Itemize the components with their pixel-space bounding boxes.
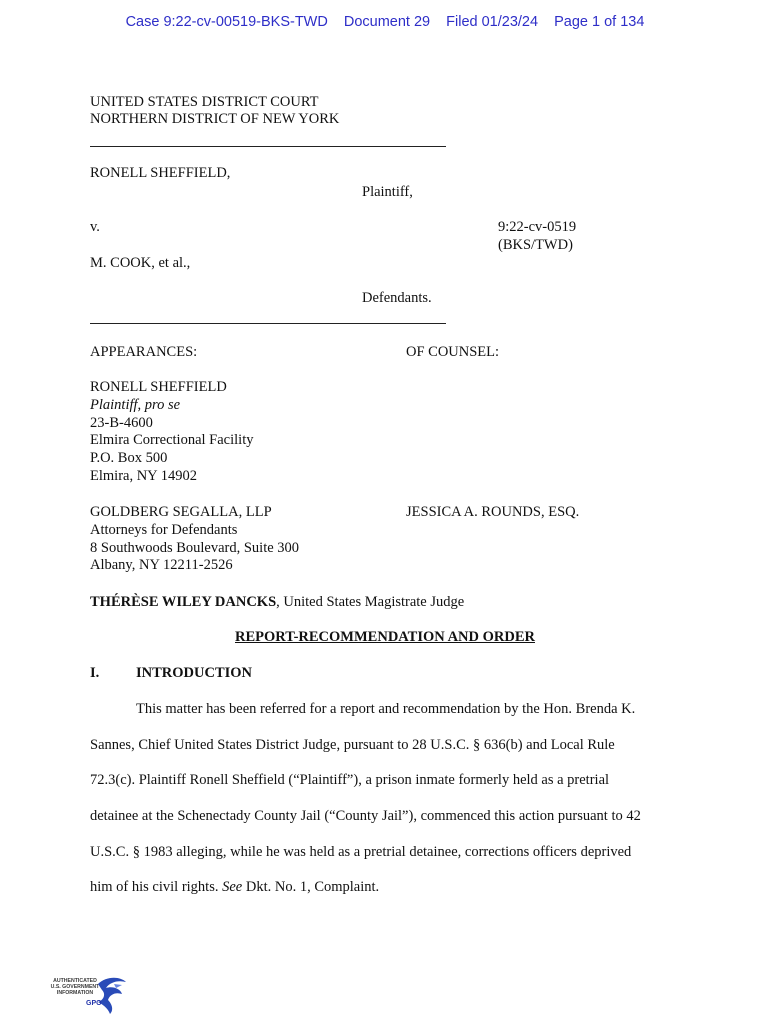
section-number: I. <box>90 665 100 681</box>
defense-counsel: JESSICA A. ROUNDS, ESQ. <box>406 504 580 520</box>
of-counsel-label: OF COUNSEL: <box>406 344 500 360</box>
case-judges: (BKS/TWD) <box>498 237 573 253</box>
caption-divider-bottom <box>90 323 446 324</box>
plaintiff-block-role: Plaintiff, pro se <box>90 397 181 413</box>
plaintiff-block-name: RONELL SHEFFIELD <box>90 379 227 395</box>
plaintiff-block-city: Elmira, NY 14902 <box>90 468 197 484</box>
body-line-6-text: him of his civil rights. <box>90 879 223 895</box>
body-line-1: This matter has been referred for a report and recommendation by the Hon. Brenda K. <box>136 701 636 717</box>
document-number-header: Document 29 <box>343 14 431 30</box>
ecf-header-stamp <box>0 14 770 30</box>
judge-title: , United States Magistrate Judge <box>276 594 465 610</box>
plaintiff-name: RONELL SHEFFIELD, <box>90 165 231 181</box>
plaintiff-role: Plaintiff, <box>362 184 413 200</box>
body-line-6 <box>90 879 379 897</box>
defense-city: Albany, NY 12211-2526 <box>90 557 233 573</box>
gpo-logo-line-2: U.S. GOVERNMENT <box>50 984 100 990</box>
gpo-logo-line-3: INFORMATION <box>56 990 94 996</box>
judge-line <box>90 594 464 612</box>
caption-divider-top <box>90 146 446 147</box>
plaintiff-block-facility: Elmira Correctional Facility <box>90 432 254 448</box>
court-line-2: NORTHERN DISTRICT OF NEW YORK <box>90 111 340 127</box>
defendant-role: Defendants. <box>362 290 432 306</box>
appearances-label: APPEARANCES: <box>90 344 198 360</box>
page-count-header: Page 1 of 134 <box>554 14 645 30</box>
body-line-6-cite: Dkt. No. 1, Complaint. <box>242 879 380 895</box>
gpo-mark: GPO <box>86 1000 102 1007</box>
filed-date-header: Filed 01/23/24 <box>446 14 539 30</box>
document-title: REPORT-RECOMMENDATION AND ORDER <box>235 629 535 645</box>
defense-firm: GOLDBERG SEGALLA, LLP <box>90 504 272 520</box>
case-number-header: Case 9:22-cv-00519-BKS-TWD <box>125 14 328 30</box>
see-signal: See <box>222 879 243 895</box>
versus: v. <box>90 219 100 235</box>
plaintiff-block-pobox: P.O. Box 500 <box>90 450 168 466</box>
defense-role: Attorneys for Defendants <box>90 522 238 538</box>
gpo-logo-line-1: AUTHENTICATED <box>53 978 97 984</box>
body-line-5: U.S.C. § 1983 alleging, while he was held as a pretrial detainee, corrections officers deprived <box>90 844 632 860</box>
body-line-3: 72.3(c). Plaintiff Ronell Sheffield (“Plaintiff”), a prison inmate formerly held as a pretrial <box>90 772 610 788</box>
gpo-authenticated-logo <box>44 972 134 1018</box>
body-line-4: detainee at the Schenectady County Jail (“County Jail”), commenced this action pursuant to 42 <box>90 808 641 824</box>
court-line-1: UNITED STATES DISTRICT COURT <box>90 94 319 110</box>
case-number: 9:22-cv-0519 <box>498 219 577 235</box>
defendant-name: M. COOK, et al., <box>90 255 191 271</box>
section-heading: INTRODUCTION <box>136 665 253 681</box>
judge-name: THÉRÈSE WILEY DANCKS <box>90 594 277 610</box>
defense-street: 8 Southwoods Boulevard, Suite 300 <box>90 540 300 556</box>
eagle-icon <box>92 974 130 1016</box>
plaintiff-block-id: 23-B-4600 <box>90 415 153 431</box>
body-line-2: Sannes, Chief United States District Judge, pursuant to 28 U.S.C. § 636(b) and Local Rule <box>90 737 615 753</box>
